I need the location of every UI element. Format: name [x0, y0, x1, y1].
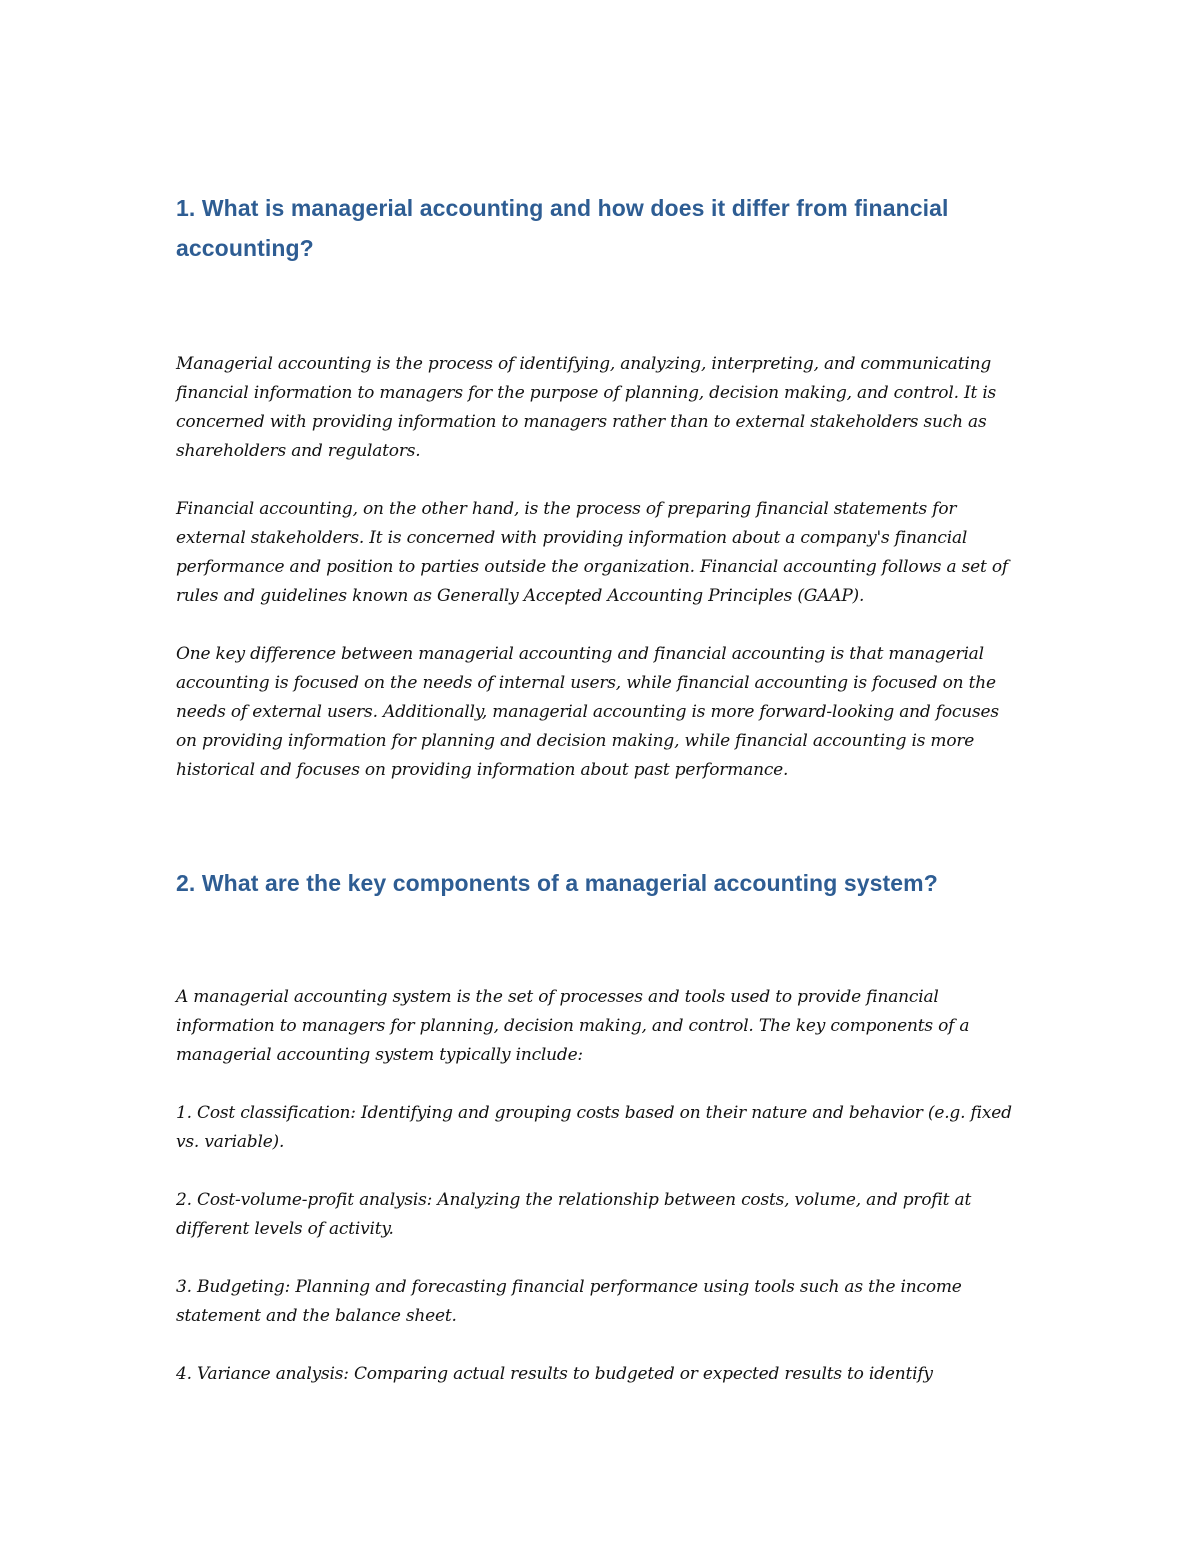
list-item: 3. Budgeting: Planning and forecasting financial performance using tools such as the income statement and the balance sheet. [176, 1277, 962, 1326]
section-1-heading: 1. What is managerial accounting and how does it differ from financial accounting? [176, 195, 949, 261]
section-2-heading: 2. What are the key components of a managerial accounting system? [176, 870, 938, 896]
section-1-paragraph: One key difference between managerial accounting and financial accounting is that managerial accounting is focused on the needs of internal users, while financial accounting is focused on the needs of external users. Additionally, managerial accounting is more forward-looking and focuses on providing information for planning and decision making, while financial accounting is more historical and focuses on providing information about past performance. [176, 644, 999, 780]
list-item: 4. Variance analysis: Comparing actual results to budgeted or expected results to identify [176, 1364, 933, 1384]
list-item: 1. Cost classification: Identifying and grouping costs based on their nature and behavior (e.g. fixed vs. variable). [176, 1103, 1012, 1152]
list-item: 2. Cost-volume-profit analysis: Analyzing the relationship between costs, volume, and profit at different levels of activity. [176, 1190, 972, 1239]
section-2-paragraph: A managerial accounting system is the set of processes and tools used to provide financial information to managers for planning, decision making, and control. The key components of a managerial accounting system typically include: [176, 987, 970, 1065]
document-body [176, 188, 1021, 1389]
section-1-paragraph: Financial accounting, on the other hand, is the process of preparing financial statements for external stakeholders. It is concerned with providing information about a company's financial performance and position to parties outside the organization. Financial accounting follows a set of rules and guidelines known as Generally Accepted Accounting Principles (GAAP). [176, 499, 1008, 606]
section-1-paragraph: Managerial accounting is the process of identifying, analyzing, interpreting, and communicating financial information to managers for the purpose of planning, decision making, and control. It is concerned with providing information to managers rather than to external stakeholders such as shareholders and regulators. [176, 354, 997, 461]
